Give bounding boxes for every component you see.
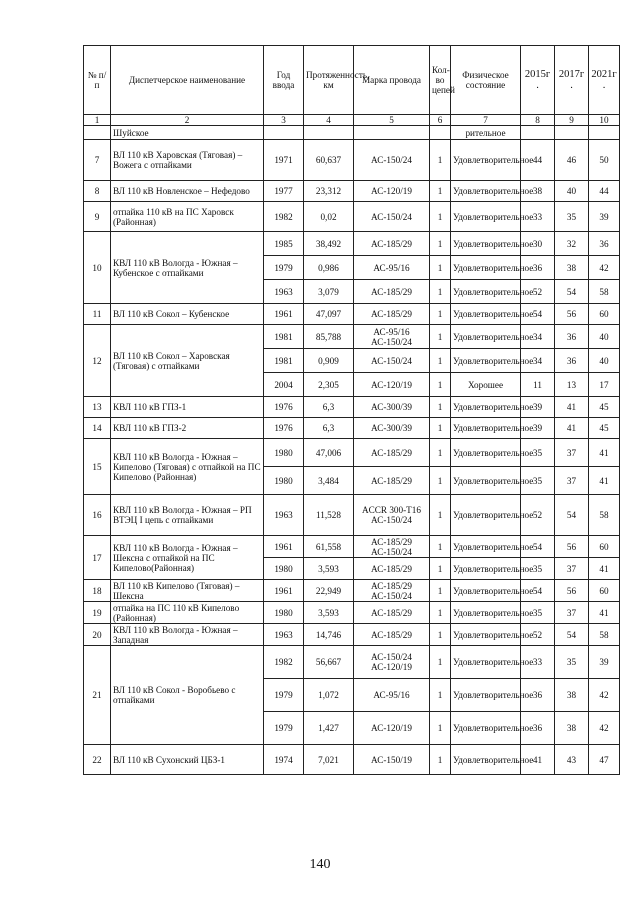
mark-cell: АС-150/24 [354, 202, 430, 232]
circuits-cell: 1 [430, 280, 451, 304]
value-2017-cell: 36 [555, 325, 589, 349]
circuits-cell: 1 [430, 256, 451, 280]
row-number: 16 [84, 495, 111, 536]
value-2021-cell: 17 [589, 373, 620, 397]
length-cell: 0,909 [304, 349, 354, 373]
power-lines-table [83, 45, 620, 775]
value-2017-cell: 56 [555, 536, 589, 558]
state-cell: Удовлетворительное [451, 202, 521, 232]
line-name: ВЛ 110 кВ Кипелово (Тяговая) – Шексна [111, 580, 264, 602]
circuits-cell: 1 [430, 624, 451, 646]
circuits-cell: 1 [430, 745, 451, 775]
value-2021-cell: 58 [589, 495, 620, 536]
state-cell: Удовлетворительное [451, 679, 521, 712]
value-2017-cell: 56 [555, 580, 589, 602]
row-number: 8 [84, 181, 111, 202]
table-row [84, 536, 620, 558]
table-row [84, 325, 620, 349]
value-2015-cell: 44 [521, 140, 555, 181]
value-2015-cell: 35 [521, 558, 555, 580]
state-cell: Удовлетворительное [451, 558, 521, 580]
line-name: КВЛ 110 кВ Вологда - Южная – Шексна с отпайкой на ПС Кипелово(Районная) [111, 536, 264, 580]
value-2017-cell: 35 [555, 646, 589, 679]
line-name: отпайка 110 кВ на ПС Харовск (Районная) [111, 202, 264, 232]
mark-cell: АС-150/24 [354, 349, 430, 373]
mark-cell: ACCR 300-T16 АС-150/24 [354, 495, 430, 536]
col-number: 8 [521, 115, 555, 126]
value-2021-cell: 45 [589, 397, 620, 418]
circuits-cell: 1 [430, 646, 451, 679]
value-2017-cell: 38 [555, 712, 589, 745]
state-cell: Удовлетворительное [451, 580, 521, 602]
col-number: 4 [304, 115, 354, 126]
continuation-name: Шуйское [111, 126, 264, 140]
row-number: 19 [84, 602, 111, 624]
value-2021-cell: 60 [589, 304, 620, 325]
value-2015-cell: 52 [521, 280, 555, 304]
state-cell: Хорошее [451, 373, 521, 397]
col-number: 3 [264, 115, 304, 126]
value-2015-cell: 11 [521, 373, 555, 397]
table-row [84, 397, 620, 418]
value-2021-cell: 42 [589, 679, 620, 712]
value-2015-cell: 52 [521, 624, 555, 646]
value-2021-cell: 47 [589, 745, 620, 775]
circuits-cell: 1 [430, 467, 451, 495]
value-2017-cell: 13 [555, 373, 589, 397]
value-2017-cell: 37 [555, 602, 589, 624]
mark-cell: АС-185/29 АС-150/24 [354, 536, 430, 558]
value-2017-cell: 56 [555, 304, 589, 325]
value-2015-cell: 39 [521, 418, 555, 439]
state-cell: Удовлетворительное [451, 181, 521, 202]
col-number: 1 [84, 115, 111, 126]
value-2021-cell: 42 [589, 712, 620, 745]
length-cell: 47,006 [304, 439, 354, 467]
value-2017-cell: 54 [555, 495, 589, 536]
circuits-cell: 1 [430, 536, 451, 558]
page-number: 140 [309, 857, 331, 872]
table-row [84, 745, 620, 775]
state-cell: Удовлетворительное [451, 140, 521, 181]
mark-cell: АС-120/19 [354, 373, 430, 397]
mark-cell: АС-95/16 АС-150/24 [354, 325, 430, 349]
circuits-cell: 1 [430, 373, 451, 397]
circuits-cell: 1 [430, 181, 451, 202]
mark-cell: АС-95/16 [354, 679, 430, 712]
year-cell: 1982 [264, 202, 304, 232]
year-cell: 1980 [264, 439, 304, 467]
header-num: № п/п [84, 46, 111, 115]
year-cell: 1963 [264, 624, 304, 646]
value-2021-cell: 40 [589, 349, 620, 373]
year-cell: 1961 [264, 304, 304, 325]
value-2021-cell: 39 [589, 646, 620, 679]
length-cell: 3,593 [304, 558, 354, 580]
length-cell: 14,746 [304, 624, 354, 646]
state-cell: Удовлетворительное [451, 439, 521, 467]
table-row [84, 418, 620, 439]
value-2021-cell: 41 [589, 467, 620, 495]
row-number: 9 [84, 202, 111, 232]
circuits-cell: 1 [430, 349, 451, 373]
state-cell: Удовлетворительное [451, 349, 521, 373]
value-2015-cell: 33 [521, 646, 555, 679]
state-cell: Удовлетворительное [451, 304, 521, 325]
mark-cell: АС-185/29 [354, 439, 430, 467]
header-circuits: Кол-во цепей [430, 46, 451, 115]
state-cell: Удовлетворительное [451, 745, 521, 775]
year-cell: 1985 [264, 232, 304, 256]
year-cell: 1963 [264, 495, 304, 536]
table-row [84, 202, 620, 232]
year-cell: 1981 [264, 325, 304, 349]
line-name: КВЛ 110 кВ Вологда - Южная – РП ВТЭЦ I цепь с отпайками [111, 495, 264, 536]
value-2015-cell: 34 [521, 325, 555, 349]
table-row [84, 181, 620, 202]
year-cell: 2004 [264, 373, 304, 397]
header-2015: 2015г . [521, 46, 555, 115]
circuits-cell: 1 [430, 495, 451, 536]
table-row [84, 624, 620, 646]
circuits-cell: 1 [430, 397, 451, 418]
circuits-cell: 1 [430, 580, 451, 602]
state-cell: Удовлетворительное [451, 646, 521, 679]
circuits-cell: 1 [430, 679, 451, 712]
value-2015-cell: 35 [521, 439, 555, 467]
mark-cell: АС-95/16 [354, 256, 430, 280]
year-cell: 1979 [264, 679, 304, 712]
value-2015-cell: 41 [521, 745, 555, 775]
mark-cell: АС-300/39 [354, 397, 430, 418]
value-2021-cell: 58 [589, 624, 620, 646]
value-2015-cell: 54 [521, 580, 555, 602]
value-2021-cell: 60 [589, 580, 620, 602]
length-cell: 3,079 [304, 280, 354, 304]
line-name: ВЛ 110 кВ Новленское – Нефедово [111, 181, 264, 202]
col-number: 5 [354, 115, 430, 126]
value-2015-cell: 54 [521, 304, 555, 325]
row-number: 21 [84, 646, 111, 745]
value-2015-cell: 35 [521, 467, 555, 495]
year-cell: 1979 [264, 712, 304, 745]
mark-cell: АС-150/24 АС-120/19 [354, 646, 430, 679]
value-2021-cell: 45 [589, 418, 620, 439]
line-name: КВЛ 110 кВ ГПЗ-1 [111, 397, 264, 418]
length-cell: 3,484 [304, 467, 354, 495]
year-cell: 1980 [264, 467, 304, 495]
mark-cell: АС-185/29 [354, 304, 430, 325]
value-2015-cell: 36 [521, 712, 555, 745]
value-2017-cell: 43 [555, 745, 589, 775]
mark-cell: АС-185/29 [354, 624, 430, 646]
year-cell: 1971 [264, 140, 304, 181]
state-cell: Удовлетворительное [451, 418, 521, 439]
table-row [84, 495, 620, 536]
col-number: 7 [451, 115, 521, 126]
row-number: 12 [84, 325, 111, 397]
year-cell: 1977 [264, 181, 304, 202]
length-cell: 6,3 [304, 418, 354, 439]
year-cell: 1961 [264, 536, 304, 558]
continuation-state: рительное [451, 126, 521, 140]
mark-cell: АС-150/19 [354, 745, 430, 775]
col-number: 2 [111, 115, 264, 126]
value-2017-cell: 37 [555, 439, 589, 467]
value-2021-cell: 41 [589, 439, 620, 467]
line-name: ВЛ 110 кВ Харовская (Тяговая) – Вожега с отпайками [111, 140, 264, 181]
length-cell: 2,305 [304, 373, 354, 397]
length-cell: 1,427 [304, 712, 354, 745]
value-2017-cell: 46 [555, 140, 589, 181]
row-number: 10 [84, 232, 111, 304]
value-2021-cell: 58 [589, 280, 620, 304]
value-2015-cell: 36 [521, 679, 555, 712]
mark-cell: АС-120/19 [354, 712, 430, 745]
row-number: 11 [84, 304, 111, 325]
value-2017-cell: 37 [555, 558, 589, 580]
line-name: ВЛ 110 кВ Сокол - Воробьево с отпайками [111, 646, 264, 745]
table-row [84, 232, 620, 256]
state-cell: Удовлетворительное [451, 325, 521, 349]
length-cell: 47,097 [304, 304, 354, 325]
table-row [84, 140, 620, 181]
state-cell: Удовлетворительное [451, 495, 521, 536]
value-2015-cell: 36 [521, 256, 555, 280]
line-name: КВЛ 110 кВ ГПЗ-2 [111, 418, 264, 439]
line-name: ВЛ 110 кВ Сокол – Харовская (Тяговая) с отпайками [111, 325, 264, 397]
value-2017-cell: 36 [555, 349, 589, 373]
length-cell: 6,3 [304, 397, 354, 418]
table-row [84, 602, 620, 624]
state-cell: Удовлетворительное [451, 232, 521, 256]
row-number: 14 [84, 418, 111, 439]
year-cell: 1976 [264, 397, 304, 418]
value-2015-cell: 52 [521, 495, 555, 536]
length-cell: 22,949 [304, 580, 354, 602]
state-cell: Удовлетворительное [451, 624, 521, 646]
table-row [84, 439, 620, 467]
value-2015-cell: 39 [521, 397, 555, 418]
circuits-cell: 1 [430, 140, 451, 181]
year-cell: 1982 [264, 646, 304, 679]
year-cell: 1961 [264, 580, 304, 602]
circuits-cell: 1 [430, 202, 451, 232]
header-2017: 2017г . [555, 46, 589, 115]
value-2017-cell: 41 [555, 397, 589, 418]
header-2021: 2021г . [589, 46, 620, 115]
value-2021-cell: 60 [589, 536, 620, 558]
length-cell: 0,02 [304, 202, 354, 232]
year-cell: 1981 [264, 349, 304, 373]
line-name: КВЛ 110 кВ Вологда - Южная – Кубенское с отпайками [111, 232, 264, 304]
value-2021-cell: 44 [589, 181, 620, 202]
state-cell: Удовлетворительное [451, 602, 521, 624]
value-2021-cell: 39 [589, 202, 620, 232]
row-number: 18 [84, 580, 111, 602]
year-cell: 1979 [264, 256, 304, 280]
continuation-row [84, 126, 620, 140]
mark-cell: АС-150/24 [354, 140, 430, 181]
row-number: 22 [84, 745, 111, 775]
length-cell: 0,986 [304, 256, 354, 280]
value-2017-cell: 40 [555, 181, 589, 202]
length-cell: 38,492 [304, 232, 354, 256]
length-cell: 85,788 [304, 325, 354, 349]
circuits-cell: 1 [430, 304, 451, 325]
value-2015-cell: 33 [521, 202, 555, 232]
header-year: Год ввода [264, 46, 304, 115]
length-cell: 11,528 [304, 495, 354, 536]
circuits-cell: 1 [430, 439, 451, 467]
mark-cell: АС-185/29 [354, 467, 430, 495]
value-2017-cell: 54 [555, 624, 589, 646]
table-row [84, 646, 620, 679]
state-cell: Удовлетворительное [451, 280, 521, 304]
value-2017-cell: 41 [555, 418, 589, 439]
value-2021-cell: 41 [589, 558, 620, 580]
row-number: 15 [84, 439, 111, 495]
row-number: 20 [84, 624, 111, 646]
state-cell: Удовлетворительное [451, 712, 521, 745]
line-name: ВЛ 110 кВ Сухонский ЦБЗ-1 [111, 745, 264, 775]
length-cell: 56,667 [304, 646, 354, 679]
state-cell: Удовлетворительное [451, 467, 521, 495]
length-cell: 3,593 [304, 602, 354, 624]
circuits-cell: 1 [430, 712, 451, 745]
header-length: Протяженность, км [304, 46, 354, 115]
line-name: КВЛ 110 кВ Вологда - Южная – Западная [111, 624, 264, 646]
value-2017-cell: 38 [555, 679, 589, 712]
mark-cell: АС-185/29 [354, 602, 430, 624]
header-row [84, 46, 620, 115]
line-name: отпайка на ПС 110 кВ Кипелово (Районная) [111, 602, 264, 624]
header-state: Физическое состояние [451, 46, 521, 115]
table-body [84, 126, 620, 775]
value-2017-cell: 37 [555, 467, 589, 495]
value-2015-cell: 30 [521, 232, 555, 256]
year-cell: 1980 [264, 602, 304, 624]
state-cell: Удовлетворительное [451, 256, 521, 280]
circuits-cell: 1 [430, 325, 451, 349]
value-2021-cell: 41 [589, 602, 620, 624]
mark-cell: АС-185/29 [354, 558, 430, 580]
col-number: 10 [589, 115, 620, 126]
value-2017-cell: 38 [555, 256, 589, 280]
value-2021-cell: 50 [589, 140, 620, 181]
state-cell: Удовлетворительное [451, 536, 521, 558]
year-cell: 1974 [264, 745, 304, 775]
header-name: Диспетчерское наименование [111, 46, 264, 115]
circuits-cell: 1 [430, 558, 451, 580]
row-number: 17 [84, 536, 111, 580]
mark-cell: АС-300/39 [354, 418, 430, 439]
year-cell: 1980 [264, 558, 304, 580]
circuits-cell: 1 [430, 602, 451, 624]
year-cell: 1963 [264, 280, 304, 304]
value-2017-cell: 32 [555, 232, 589, 256]
value-2017-cell: 54 [555, 280, 589, 304]
mark-cell: АС-120/19 [354, 181, 430, 202]
mark-cell: АС-185/29 [354, 232, 430, 256]
mark-cell: АС-185/29 АС-150/24 [354, 580, 430, 602]
mark-cell: АС-185/29 [354, 280, 430, 304]
length-cell: 1,072 [304, 679, 354, 712]
value-2015-cell: 35 [521, 602, 555, 624]
value-2021-cell: 36 [589, 232, 620, 256]
column-number-row [84, 115, 620, 126]
col-number: 6 [430, 115, 451, 126]
col-number: 9 [555, 115, 589, 126]
value-2021-cell: 40 [589, 325, 620, 349]
circuits-cell: 1 [430, 418, 451, 439]
row-number: 7 [84, 140, 111, 181]
value-2015-cell: 38 [521, 181, 555, 202]
line-name: ВЛ 110 кВ Сокол – Кубенское [111, 304, 264, 325]
value-2017-cell: 35 [555, 202, 589, 232]
year-cell: 1976 [264, 418, 304, 439]
length-cell: 23,312 [304, 181, 354, 202]
value-2015-cell: 34 [521, 349, 555, 373]
length-cell: 61,558 [304, 536, 354, 558]
row-number: 13 [84, 397, 111, 418]
header-mark: Марка провода [354, 46, 430, 115]
length-cell: 60,637 [304, 140, 354, 181]
length-cell: 7,021 [304, 745, 354, 775]
circuits-cell: 1 [430, 232, 451, 256]
state-cell: Удовлетворительное [451, 397, 521, 418]
value-2021-cell: 42 [589, 256, 620, 280]
line-name: КВЛ 110 кВ Вологда - Южная – Кипелово (Тяговая) с отпайкой на ПС Кипелово (Районная) [111, 439, 264, 495]
value-2015-cell: 54 [521, 536, 555, 558]
table-row [84, 304, 620, 325]
table-row [84, 580, 620, 602]
